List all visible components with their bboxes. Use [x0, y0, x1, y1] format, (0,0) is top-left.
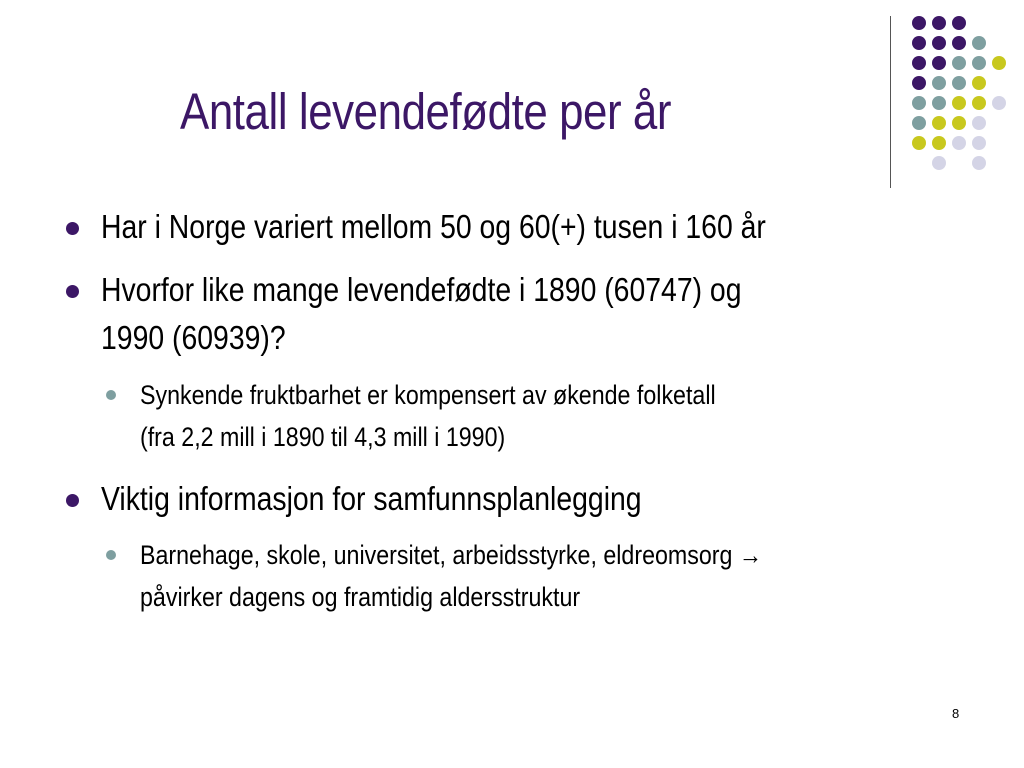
divider-line: [890, 16, 891, 188]
bullet-text: Hvorfor like mange levendefødte i 1890 (60747) og: [101, 271, 742, 308]
decor-dot-lavender: [992, 96, 1006, 110]
decor-dot-lavender: [952, 136, 966, 150]
decor-dot-yellow: [972, 76, 986, 90]
decor-dot-lavender: [972, 136, 986, 150]
decor-dot-teal: [952, 56, 966, 70]
decor-dot-yellow: [932, 116, 946, 130]
decor-dot-yellow: [932, 136, 946, 150]
sub-bullet-text-main: Barnehage, skole, universitet, arbeidsstyrke, eldreomsorg: [140, 540, 733, 570]
decor-dot-purple: [932, 56, 946, 70]
decor-dot-teal: [972, 56, 986, 70]
decor-dot-yellow: [952, 96, 966, 110]
decor-dot-yellow: [972, 96, 986, 110]
decor-dot-purple: [932, 16, 946, 30]
decor-dot-lavender: [972, 116, 986, 130]
bullet-marker: [66, 222, 79, 235]
bullet-text: Har i Norge variert mellom 50 og 60(+) tusen i 160 år: [101, 208, 766, 245]
decor-dot-teal: [932, 76, 946, 90]
bullet-marker: [66, 494, 79, 507]
decor-dot-teal: [972, 36, 986, 50]
bullet-marker: [66, 285, 79, 298]
arrow-icon: →: [738, 540, 763, 570]
decor-dot-purple: [932, 36, 946, 50]
decor-dot-lavender: [932, 156, 946, 170]
decor-dot-yellow: [912, 136, 926, 150]
sub-bullet-marker: [106, 550, 116, 560]
decor-dot-lavender: [972, 156, 986, 170]
decor-dot-teal: [912, 96, 926, 110]
page-number: 8: [952, 706, 960, 721]
decor-dot-teal: [912, 116, 926, 130]
decor-dot-yellow: [992, 56, 1006, 70]
bullet-text: Viktig informasjon for samfunnsplanlegging: [101, 480, 642, 517]
decor-dot-purple: [952, 36, 966, 50]
bullet-text-continued: 1990 (60939)?: [101, 319, 286, 356]
decor-dot-purple: [912, 76, 926, 90]
decor-dot-purple: [912, 16, 926, 30]
sub-bullet-text: Synkende fruktbarhet er kompensert av økende folketall: [140, 380, 716, 410]
decor-dot-yellow: [952, 116, 966, 130]
sub-bullet-text-continued: (fra 2,2 mill i 1890 til 4,3 mill i 1990): [140, 422, 506, 452]
decor-dot-teal: [952, 76, 966, 90]
decor-dot-purple: [952, 16, 966, 30]
decor-dot-purple: [912, 36, 926, 50]
decor-dot-teal: [932, 96, 946, 110]
sub-bullet-text-continued: påvirker dagens og framtidig aldersstruktur: [140, 582, 581, 612]
sub-bullet-marker: [106, 390, 116, 400]
sub-bullet-text: [140, 536, 762, 574]
slide-title: Antall levendefødte per år: [180, 83, 672, 140]
decor-dot-purple: [912, 56, 926, 70]
